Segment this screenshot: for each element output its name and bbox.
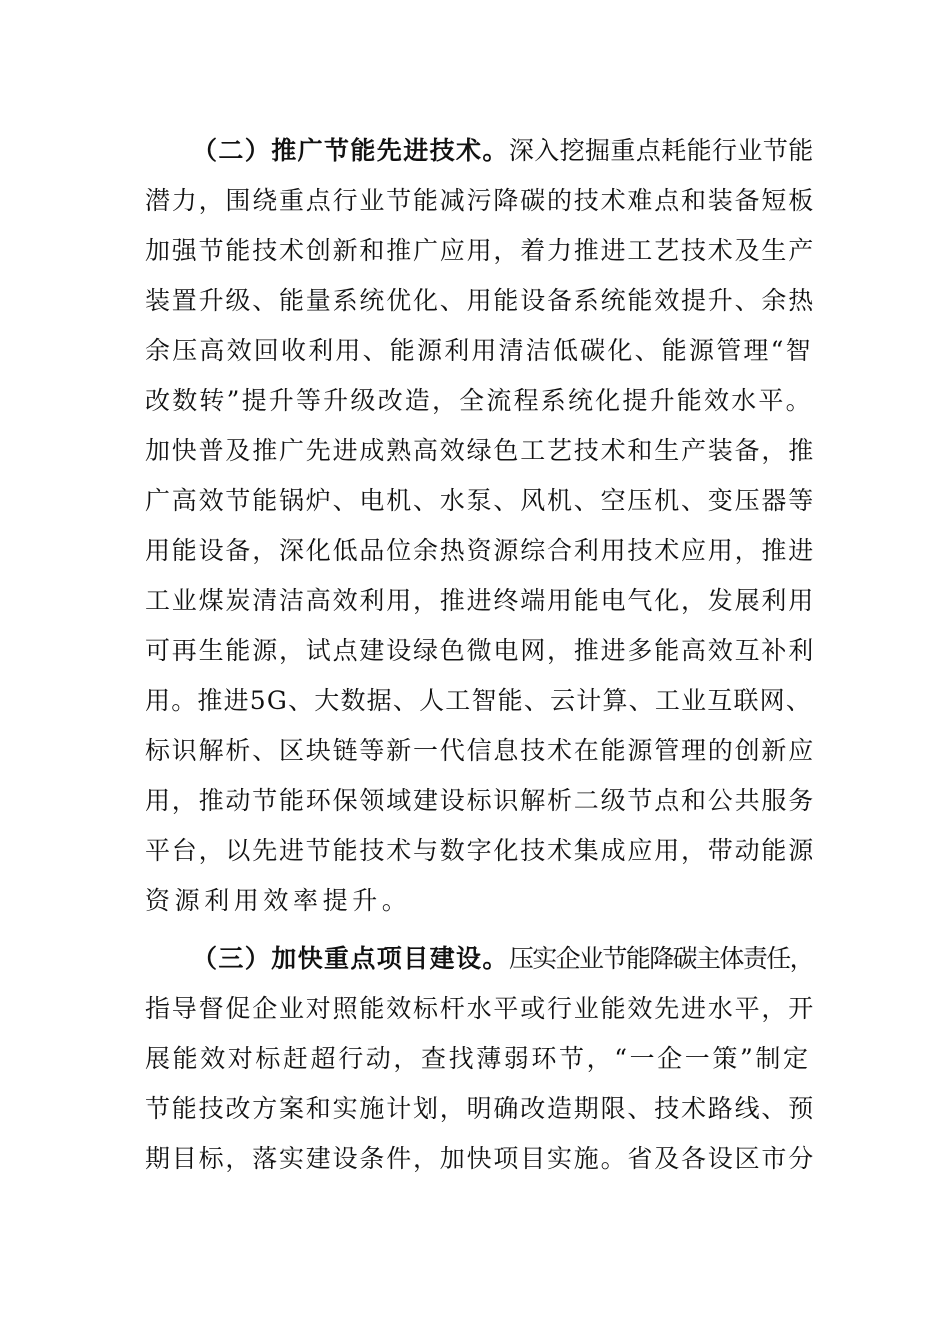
- section-2-line-9: 用能设备，深化低品位余热资源综合利用技术应用，推进: [145, 536, 816, 565]
- section-2-line-15: 平台，以先进节能技术与数字化技术集成应用，带动能源: [145, 836, 816, 865]
- section-2-heading: （二）推广节能先进技术。: [192, 136, 509, 165]
- section-2-line-6: 改数转”提升等升级改造，全流程系统化提升能效水平。: [145, 386, 813, 415]
- section-2-line-3: 加强节能技术创新和推广应用，着力推进工艺技术及生产: [145, 236, 816, 265]
- section-2-line-7: 加快普及推广先进成熟高效绿色工艺技术和生产装备，推: [145, 436, 816, 465]
- section-3-line-4: 节能技改方案和实施计划，明确改造期限、技术路线、预: [145, 1094, 816, 1123]
- section-2-line-16: 资源利用效率提升。: [145, 886, 412, 915]
- section-3-line-2: 指导督促企业对照能效标杆水平或行业能效先进水平，开: [145, 994, 816, 1023]
- section-3-line-5: 期目标，落实建设条件，加快项目实施。省及各设区市分: [145, 1144, 816, 1173]
- section-2-line-10: 工业煤炭清洁高效利用，推进终端用能电气化，发展利用: [145, 586, 816, 615]
- section-2-line-12: 用。推进5G、大数据、人工智能、云计算、工业互联网、: [145, 686, 813, 715]
- section-3-line-1: 压实企业节能降碳主体责任，: [508, 944, 814, 973]
- section-2-line-4: 装置升级、能量系统优化、用能设备系统能效提升、余热: [145, 286, 816, 315]
- section-2-line-5: 余压高效回收利用、能源利用清洁低碳化、能源管理“智: [145, 336, 813, 365]
- section-2-line-14: 用，推动节能环保领域建设标识解析二级节点和公共服务: [145, 786, 816, 815]
- section-2-line-11: 可再生能源，试点建设绿色微电网，推进多能高效互补利: [145, 636, 816, 665]
- section-3-line-3: 展能效对标赶超行动，查找薄弱环节，“一企一策”制定: [145, 1044, 811, 1073]
- section-3-first-line: [192, 939, 815, 979]
- section-2-line-1: 深入挖掘重点耗能行业节能: [508, 136, 814, 165]
- section-2-line-13: 标识解析、区块链等新一代信息技术在能源管理的创新应: [145, 736, 816, 765]
- section-2-line-8: 广高效节能锅炉、电机、水泵、风机、空压机、变压器等: [145, 486, 816, 515]
- section-2-first-line: [192, 131, 815, 171]
- section-2-line-2: 潜力，围绕重点行业节能减污降碳的技术难点和装备短板: [145, 186, 816, 215]
- section-3-heading: （三）加快重点项目建设。: [192, 944, 509, 973]
